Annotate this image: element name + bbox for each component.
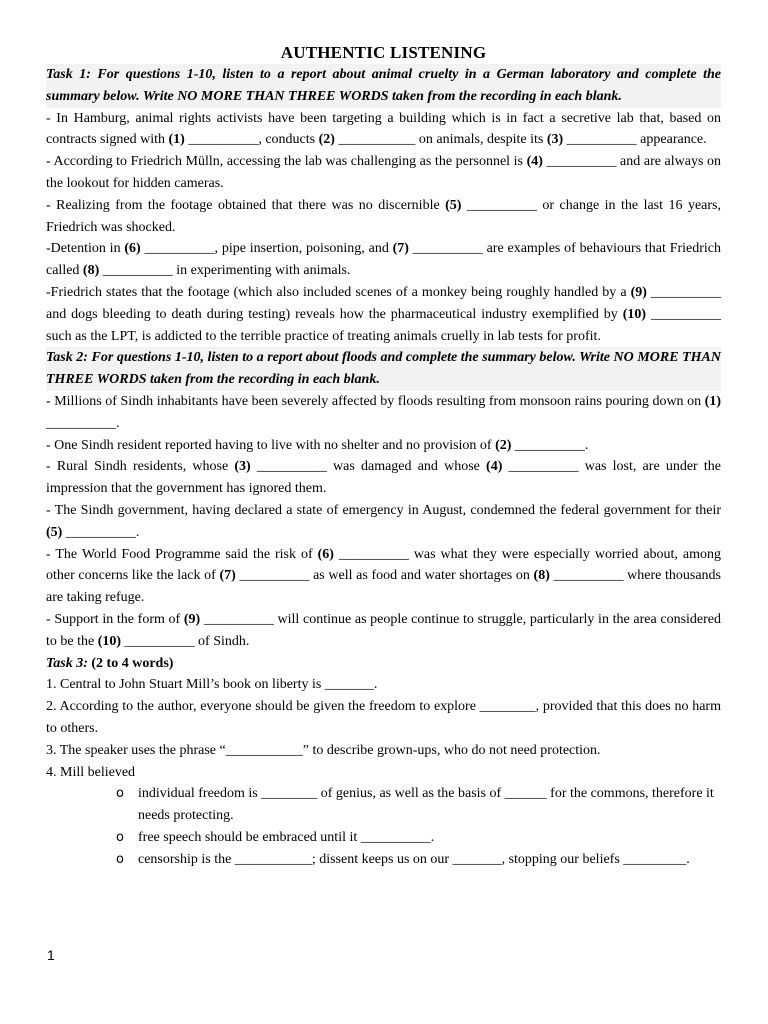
bullet-icon: o (116, 786, 124, 802)
question-number: (3) (234, 459, 251, 475)
task2-summary-item: - The World Food Programme said the risk of (6) __________ was what they were especially worried about, among other concerns like the lack of (7) __________ as well as food and water shortages on (8) __________ where thousands are taking refuge. (46, 546, 721, 606)
task3-note: (2 to 4 words) (91, 655, 174, 671)
task1-summary-item: - Realizing from the footage obtained that there was no discernible (5) __________ or change in the last 16 years, Friedrich was shocked. (46, 197, 721, 235)
task3-bullet-text: individual freedom is ________ of genius, as well as the basis of ______ for the commons, therefore it needs protecting. (138, 786, 714, 824)
question-number: (2) (495, 437, 512, 453)
task2-summary-item: - The Sindh government, having declared a state of emergency in August, condemned the federal government for their (5) __________. (46, 502, 721, 540)
task1-instructions: Task 1: For questions 1-10, listen to a report about animal cruelty in a German laboratory and complete the summary below. Write NO MORE THAN THREE WORDS taken from the recording in each blank. (46, 64, 721, 108)
question-number: (9) (183, 611, 201, 627)
question-number: (7) (219, 568, 236, 584)
bullet-icon: o (116, 851, 124, 867)
task2-summary-item: - Rural Sindh residents, whose (3) __________ was damaged and whose (4) __________ was lost, are under the impression that the government has ignored them. (46, 459, 721, 497)
task3-bullet-list (46, 783, 721, 870)
task3-bullet-text: censorship is the ___________; dissent keeps us on our _______, stopping our beliefs _________. (138, 851, 690, 867)
question-number: (10) (622, 306, 647, 322)
question-number: (1) (168, 132, 185, 148)
task2-summary-item: - Millions of Sindh inhabitants have been severely affected by floods resulting from monsoon rains pouring down on (1) __________. (46, 393, 721, 431)
task3-question: 1. Central to John Stuart Mill’s book on liberty is _______. (46, 677, 378, 693)
question-number: (8) (533, 568, 550, 584)
task3-bullet-item (116, 827, 721, 849)
question-number: (7) (392, 241, 409, 257)
task2-summary (46, 391, 721, 653)
question-number: (3) (546, 132, 564, 148)
question-number: (5) (445, 197, 462, 213)
task2-summary-item: - One Sindh resident reported having to live with no shelter and no provision of (2) __________. (46, 437, 589, 453)
task1-summary-item: - In Hamburg, animal rights activists have been targeting a building which is in fact a secretive lab that, based on contracts signed with (1) __________, conducts (2) ___________ on animals, despite its (3) __________ appearance. (46, 110, 721, 148)
page-title: AUTHENTIC LISTENING (280, 43, 487, 62)
task3-bullet-item (116, 783, 721, 827)
task3-label: Task 3: (46, 655, 88, 671)
question-number: (1) (704, 393, 721, 409)
task2-instructions: Task 2: For questions 1-10, listen to a report about floods and complete the summary below. Write NO MORE THAN THREE WORDS taken from the recording in each blank. (46, 347, 721, 391)
task3-bullet-text: free speech should be embraced until it __________. (138, 829, 435, 845)
task1-summary-item: - According to Friedrich Mülln, accessing the lab was challenging as the personnel is (4) __________ and are always on the lookout for hidden cameras. (46, 154, 721, 191)
question-number: (5) (46, 524, 63, 540)
question-number: (4) (486, 459, 503, 475)
question-number: (9) (630, 284, 647, 300)
question-number: (8) (82, 263, 100, 279)
question-number: (10) (97, 633, 122, 649)
task3-bullet-item (116, 849, 721, 871)
task1-summary-item: -Detention in (6) __________, pipe insertion, poisoning, and (7) __________ are examples of behaviours that Friedrich called (8) __________ in experimenting with animals. (46, 241, 722, 279)
bullet-icon: o (116, 829, 124, 845)
task3-question: 4. Mill believed (46, 764, 136, 780)
question-number: (6) (317, 546, 334, 562)
question-number: (2) (318, 132, 335, 148)
task3-questions (46, 674, 721, 783)
task2-summary-item: - Support in the form of (9) __________ will continue as people continue to struggle, particularly in the area considered to be the (10) __________ of Sindh. (46, 611, 721, 649)
task1-summary-item: -Friedrich states that the footage (which also included scenes of a monkey being roughly handled by a (9) __________ and dogs bleeding to death during testing) reveals how the pharmaceutical industry exemplified by (10) __________ such as the LPT, is addicted to the terrible practice of treating animals cruelly in lab tests for profit. (46, 284, 722, 344)
task1-summary (46, 108, 721, 348)
task3-question: 3. The speaker uses the phrase “___________” to describe grown-ups, who do not need protection. (46, 742, 601, 758)
question-number: (6) (124, 241, 141, 257)
task3-heading (46, 653, 721, 675)
worksheet-content (46, 42, 721, 870)
page-number: 1 (47, 947, 55, 963)
question-number: (4) (526, 154, 543, 170)
task3-question: 2. According to the author, everyone should be given the freedom to explore ________, provided that this does no harm to others. (46, 699, 721, 736)
